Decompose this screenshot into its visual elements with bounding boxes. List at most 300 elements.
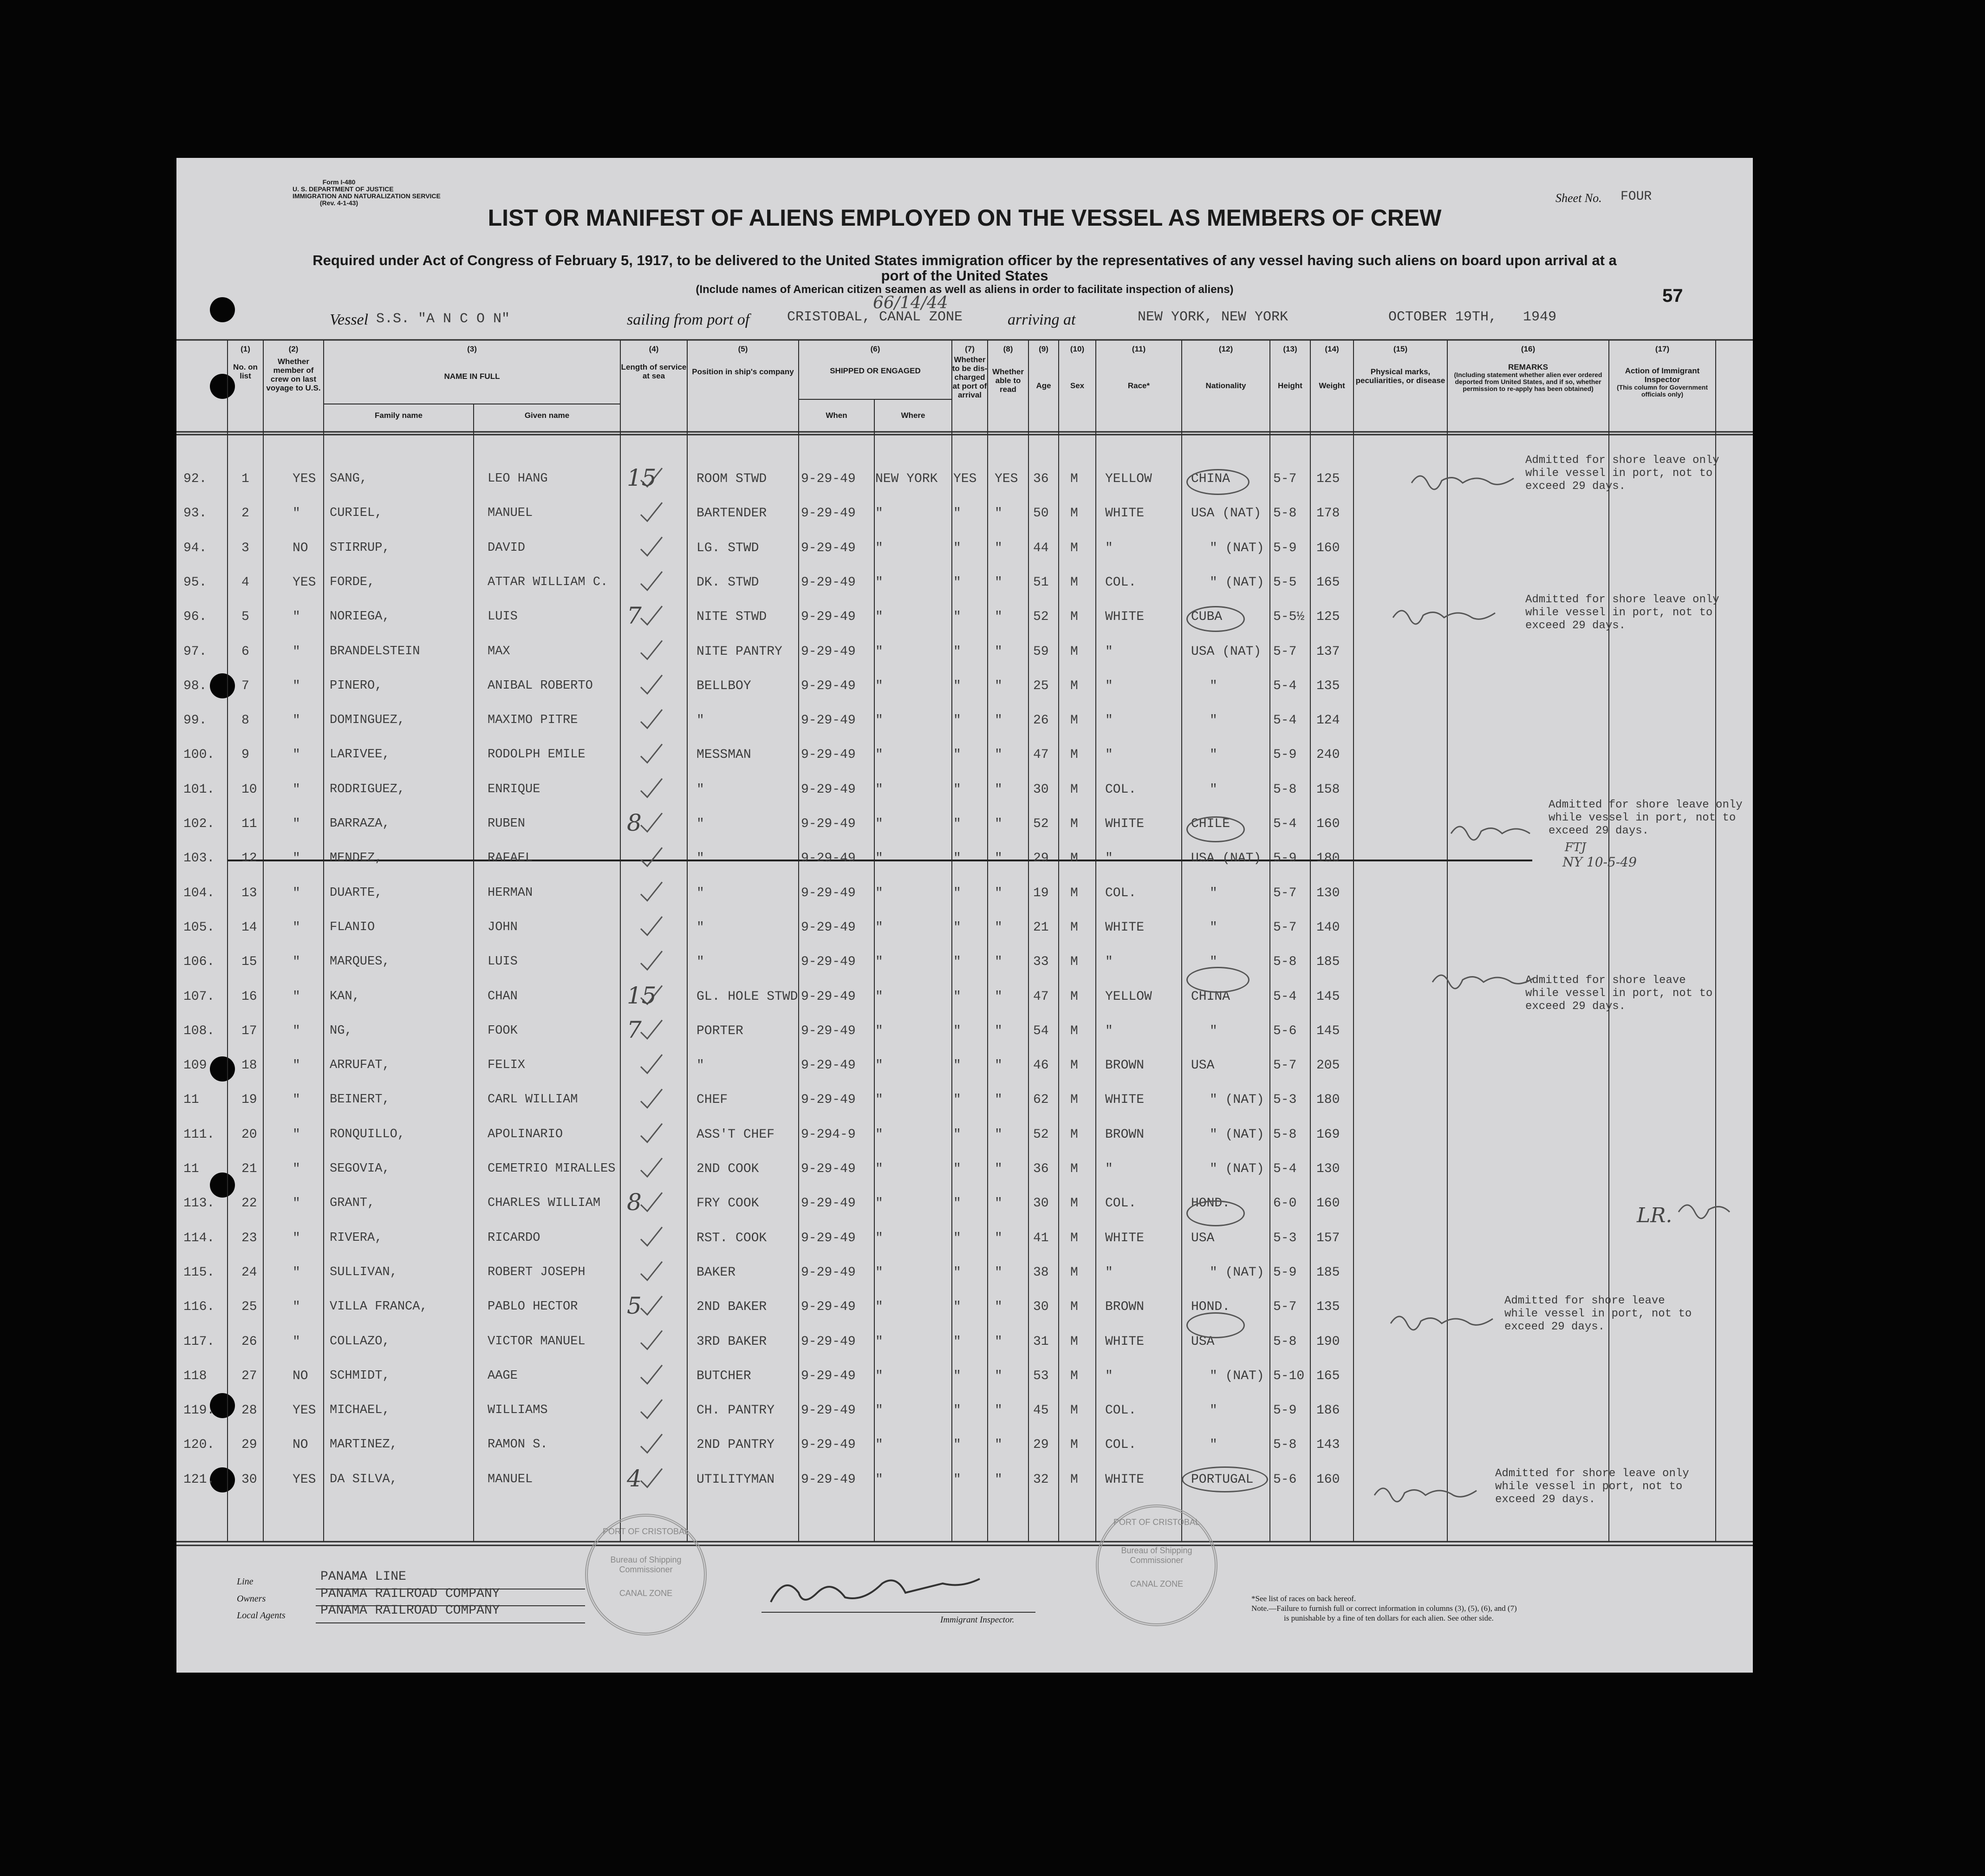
height: 5-5½ [1273, 610, 1305, 625]
shipped-where: NEW YORK [875, 472, 938, 486]
given-name: DAVID [488, 541, 526, 555]
family-name: BEINERT, [330, 1093, 390, 1107]
position: " [696, 886, 704, 900]
col-16-subtitle: (Including statement whether alien ever ordered deported from United States, and if so, whether permission to re-apply has been obtained) [1454, 371, 1602, 392]
row-number: 11 [241, 817, 257, 831]
able-to-read: " [995, 1403, 1002, 1418]
prev-voyage: NO [293, 1438, 308, 1453]
prev-voyage: YES [293, 1403, 316, 1418]
stamp-mid-text: Bureau of Shipping Commissioner [610, 1555, 682, 1574]
weight: 178 [1316, 506, 1340, 521]
sex: M [1070, 782, 1078, 797]
age: 41 [1033, 1231, 1049, 1245]
sailing-label: sailing from port of [627, 311, 750, 328]
sex: M [1070, 1368, 1078, 1383]
family-name: DA SILVA, [330, 1472, 397, 1486]
age: 59 [1033, 644, 1049, 659]
form-title: LIST OR MANIFEST OF ALIENS EMPLOYED ON THE VESSEL AS MEMBERS OF CREW [488, 205, 1442, 231]
discharged: " [953, 1231, 961, 1245]
shipped-when: 9-29-49 [801, 644, 856, 659]
shipped-when: 9-29-49 [801, 1334, 856, 1349]
agents-value: PANAMA RAILROAD COMPANY [320, 1603, 500, 1618]
able-to-read: " [995, 541, 1002, 555]
able-to-read: " [995, 1162, 1002, 1176]
service-length: 5 [627, 1292, 642, 1320]
department: U. S. DEPARTMENT OF JUSTICE [293, 185, 394, 193]
shipped-when: 9-29-49 [801, 506, 856, 521]
height: 5-8 [1273, 1438, 1297, 1453]
sex: M [1070, 851, 1078, 866]
height: 5-3 [1273, 1093, 1297, 1107]
col-11-title: Race* [1127, 381, 1150, 390]
height: 5-8 [1273, 955, 1297, 970]
shipped-where: " [875, 1127, 883, 1142]
given-name: VICTOR MANUEL [488, 1334, 586, 1348]
sex: M [1070, 1403, 1078, 1418]
prev-voyage: " [293, 1265, 300, 1280]
able-to-read: " [995, 886, 1002, 900]
family-name: NORIEGA, [330, 610, 390, 624]
race: WHITE [1105, 1093, 1145, 1107]
port-stamp-right [1096, 1505, 1217, 1626]
prev-voyage: YES [293, 472, 316, 486]
discharged: " [953, 955, 961, 970]
given-name: ATTAR WILLIAM C. [488, 575, 608, 589]
able-to-read: " [995, 678, 1002, 693]
sex: M [1070, 713, 1078, 728]
sex: M [1070, 955, 1078, 970]
footnote-races: *See list of races on back hereof. [1251, 1594, 1356, 1603]
list-margin-number: 97. [183, 644, 207, 659]
remark-line: Admitted for shore leave only [1525, 593, 1719, 606]
row-number: 8 [241, 713, 249, 728]
prev-voyage: " [293, 782, 300, 797]
family-name: SULLIVAN, [330, 1265, 397, 1279]
inspector-label: Immigrant Inspector. [940, 1615, 1015, 1625]
port-stamp-left [585, 1514, 707, 1635]
height: 5-10 [1273, 1368, 1305, 1383]
race: WHITE [1105, 1334, 1145, 1349]
given-name: LEO HANG [488, 472, 548, 486]
sheet-label: Sheet No. [1555, 191, 1602, 205]
given-name: CEMETRIO MIRALLES [488, 1162, 616, 1176]
list-margin-number: 119. [183, 1403, 215, 1418]
shipped-where: " [875, 748, 883, 762]
discharged: " [953, 1265, 961, 1280]
list-margin-number: 101. [183, 782, 215, 797]
weight: 186 [1316, 1403, 1340, 1418]
shipped-where: " [875, 1058, 883, 1073]
able-to-read: " [995, 1127, 1002, 1142]
position: BUTCHER [696, 1368, 751, 1383]
list-margin-number: 104. [183, 886, 215, 900]
list-margin-number: 95. [183, 575, 207, 590]
given-name: RUBEN [488, 817, 526, 831]
sex: M [1070, 1127, 1078, 1142]
service-length: 7 [627, 602, 642, 630]
weight: 130 [1316, 1162, 1340, 1176]
row-number: 12 [241, 851, 257, 866]
shipped-when: 9-29-49 [801, 610, 856, 625]
height: 5-5 [1273, 575, 1297, 590]
row-number: 28 [241, 1403, 257, 1418]
discharged: " [953, 851, 961, 866]
shipped-when: 9-29-49 [801, 1231, 856, 1245]
weight: 160 [1316, 1472, 1340, 1487]
col-3-number: (3) [467, 345, 477, 353]
shipped-when: 9-29-49 [801, 1196, 856, 1211]
height: 5-9 [1273, 1265, 1297, 1280]
nationality: HOND. [1191, 1196, 1230, 1211]
able-to-read: " [995, 1023, 1002, 1038]
remark-line: exceed 29 days. [1549, 825, 1649, 837]
shipped-where: " [875, 817, 883, 831]
row-number: 15 [241, 955, 257, 970]
weight: 165 [1316, 575, 1340, 590]
col-4-title: Length of service at sea [621, 363, 687, 380]
prev-voyage: " [293, 1162, 300, 1176]
shipped-when: 9-29-49 [801, 782, 856, 797]
row-number: 26 [241, 1334, 257, 1349]
remark-line: exceed 29 days. [1525, 619, 1626, 632]
row-number: 3 [241, 541, 249, 555]
col-1-number: (1) [241, 345, 250, 353]
row-number: 19 [241, 1093, 257, 1107]
able-to-read: " [995, 1093, 1002, 1107]
prev-voyage: " [293, 644, 300, 659]
able-to-read: " [995, 955, 1002, 970]
list-margin-number: 116. [183, 1300, 215, 1315]
family-name: ARRUFAT, [330, 1058, 390, 1073]
nationality: " (NAT) [1210, 1368, 1264, 1383]
given-name: ENRIQUE [488, 782, 540, 796]
remark-line: exceed 29 days. [1495, 1493, 1596, 1506]
prev-voyage: " [293, 1196, 300, 1211]
age: 25 [1033, 678, 1049, 693]
remark-line: while vessel in port, not to [1504, 1308, 1692, 1320]
prev-voyage: " [293, 1127, 300, 1142]
col-6-title: SHIPPED OR ENGAGED [830, 366, 921, 375]
row-number: 18 [241, 1058, 257, 1073]
row-number: 24 [241, 1265, 257, 1280]
service-length: 8 [627, 809, 642, 836]
list-margin-number: 106. [183, 955, 215, 970]
list-margin-number: 93. [183, 506, 207, 521]
given-name: AAGE [488, 1368, 518, 1383]
nationality: USA (NAT) [1191, 506, 1262, 521]
col-9-title: Age [1036, 381, 1051, 390]
prev-voyage: NO [293, 541, 308, 555]
row-number: 21 [241, 1162, 257, 1176]
given-name: PABLO HECTOR [488, 1300, 578, 1314]
family-name: CURIEL, [330, 506, 383, 521]
handwritten-initials [176, 158, 1753, 1673]
nationality: USA [1191, 1334, 1215, 1349]
race: " [1105, 748, 1113, 762]
weight: 145 [1316, 1023, 1340, 1038]
shipped-where: " [875, 1438, 883, 1453]
family-name: FORDE, [330, 575, 375, 589]
nationality: " [1210, 678, 1217, 693]
position: NITE PANTRY [696, 644, 782, 659]
col-8-title: Whether able to read [992, 367, 1024, 394]
nationality: " (NAT) [1210, 1265, 1264, 1280]
nationality: " (NAT) [1210, 575, 1264, 590]
col-7-number: (7) [965, 345, 975, 353]
family-name: DUARTE, [330, 886, 383, 900]
remark-row-22-lr: LR. [1637, 1204, 1673, 1227]
col-3-title: NAME IN FULL [444, 372, 500, 381]
shipped-when: 9-29-49 [801, 1368, 856, 1383]
family-name: MENDEZ, [330, 851, 383, 866]
sex: M [1070, 1196, 1078, 1211]
sex: M [1070, 575, 1078, 590]
family-name: COLLAZO, [330, 1334, 390, 1348]
col-5-number: (5) [738, 345, 748, 353]
stamp-bottom-text: CANAL ZONE [1130, 1579, 1184, 1589]
weight: 240 [1316, 748, 1340, 762]
weight: 145 [1316, 989, 1340, 1004]
nationality: " [1210, 713, 1217, 728]
height: 5-8 [1273, 782, 1297, 797]
shipped-when: 9-29-49 [801, 886, 856, 900]
shipped-where: " [875, 1265, 883, 1280]
vessel-name: S.S. "A N C O N" [376, 311, 510, 327]
family-name: BARRAZA, [330, 817, 390, 831]
revision: (Rev. 4-1-43) [319, 199, 358, 207]
nationality: " [1210, 782, 1217, 797]
race: " [1105, 1368, 1113, 1383]
given-name: RODOLPH EMILE [488, 748, 586, 762]
port-from: CRISTOBAL, CANAL ZONE [787, 309, 963, 325]
shipped-when: 9-29-49 [801, 1093, 856, 1107]
shipped-where: " [875, 955, 883, 970]
position: LG. STWD [696, 541, 759, 555]
col-13-number: (13) [1283, 345, 1297, 353]
col-12-number: (12) [1218, 345, 1233, 353]
col-4-number: (4) [649, 345, 659, 353]
row-number: 6 [241, 644, 249, 659]
row-number: 27 [241, 1368, 257, 1383]
shipped-when: 9-29-49 [801, 678, 856, 693]
inspector-signature [761, 1570, 1040, 1616]
able-to-read: " [995, 1265, 1002, 1280]
col-16-title: REMARKS [1508, 363, 1548, 371]
discharged: " [953, 1334, 961, 1349]
family-name: SANG, [330, 472, 368, 486]
shipped-when: 9-29-49 [801, 817, 856, 831]
subtitle-3: (Include names of American citizen seamen as well as aliens in order to facilitate inspection of aliens) [696, 283, 1234, 296]
family-name: STIRRUP, [330, 541, 390, 555]
age: 45 [1033, 1403, 1049, 1418]
age: 29 [1033, 851, 1049, 866]
list-margin-number: 102. [183, 817, 215, 831]
col-8-number: (8) [1003, 345, 1013, 353]
shipped-when: 9-29-49 [801, 541, 856, 555]
weight: 160 [1316, 817, 1340, 831]
position: 2ND BAKER [696, 1300, 767, 1315]
family-name: RIVERA, [330, 1231, 383, 1245]
age: 38 [1033, 1265, 1049, 1280]
discharged: " [953, 1300, 961, 1315]
stamp-top-text: PORT OF CRISTOBAL [602, 1527, 690, 1536]
footnote-block [1251, 1594, 1517, 1623]
remark-line: Admitted for shore leave only [1549, 799, 1743, 811]
service-length: 7 [627, 1016, 642, 1043]
family-name: RONQUILLO, [330, 1127, 405, 1141]
position: BARTENDER [696, 506, 767, 521]
discharged: " [953, 1368, 961, 1383]
position: " [696, 920, 704, 935]
given-name: MAX [488, 644, 510, 658]
position: DK. STWD [696, 575, 759, 590]
shipped-where: " [875, 851, 883, 866]
sex: M [1070, 1438, 1078, 1453]
remark-line: while vessel in port, not to [1495, 1480, 1683, 1493]
list-margin-number: 98. [183, 678, 207, 693]
given-name: LUIS [488, 610, 518, 624]
sex: M [1070, 1231, 1078, 1245]
race: YELLOW [1105, 472, 1152, 486]
arriving-label: arriving at [1008, 311, 1076, 328]
col-12-title: Nationality [1205, 381, 1246, 390]
weight: 180 [1316, 1093, 1340, 1107]
when-header: When [826, 411, 847, 420]
remark-line: exceed 29 days. [1525, 480, 1626, 493]
family-name: VILLA FRANCA, [330, 1300, 428, 1314]
discharged: " [953, 1127, 961, 1142]
position: " [696, 851, 704, 866]
row-number: 4 [241, 575, 249, 590]
weight: 135 [1316, 1300, 1340, 1315]
position: " [696, 713, 704, 728]
manifest-sheet [176, 158, 1753, 1673]
footnote-penalty-2: is punishable by a fine of ten dollars for each alien. See other side. [1284, 1614, 1494, 1622]
position: RST. COOK [696, 1231, 767, 1245]
position: BELLBOY [696, 678, 751, 693]
prev-voyage: YES [293, 1472, 316, 1487]
col-10-title: Sex [1070, 381, 1085, 390]
stamp-bottom-text: CANAL ZONE [619, 1589, 673, 1598]
col-14-title: Weight [1319, 381, 1345, 390]
nationality: " (NAT) [1210, 1162, 1264, 1176]
able-to-read: " [995, 782, 1002, 797]
nationality: USA [1191, 1231, 1215, 1245]
shipped-when: 9-29-49 [801, 1265, 856, 1280]
sex: M [1070, 610, 1078, 625]
height: 5-4 [1273, 678, 1297, 693]
given-name: CARL WILLIAM [488, 1093, 578, 1107]
stamp-mid-text: Bureau of Shipping Commissioner [1121, 1546, 1192, 1565]
remark-line: while vessel in port, not to [1525, 606, 1713, 619]
position: GL. HOLE STWD [696, 989, 798, 1004]
shipped-where: " [875, 1196, 883, 1211]
discharged: " [953, 1023, 961, 1038]
row-number: 17 [241, 1023, 257, 1038]
weight: 165 [1316, 1368, 1340, 1383]
weight: 180 [1316, 851, 1340, 866]
row-number: 30 [241, 1472, 257, 1487]
weight: 124 [1316, 713, 1340, 728]
position: 2ND PANTRY [696, 1438, 775, 1453]
arrival-year: 1949 [1523, 309, 1557, 325]
list-margin-number: 96. [183, 610, 207, 625]
row-number: 29 [241, 1438, 257, 1453]
remark-row-12-note: FTJ [1565, 840, 1586, 854]
row-number: 23 [241, 1231, 257, 1245]
prev-voyage: " [293, 713, 300, 728]
race: " [1105, 1023, 1113, 1038]
sex: M [1070, 1300, 1078, 1315]
row-number: 1 [241, 472, 249, 486]
position: CH. PANTRY [696, 1403, 775, 1418]
able-to-read: " [995, 989, 1002, 1004]
weight: 185 [1316, 1265, 1340, 1280]
position: BAKER [696, 1265, 736, 1280]
sheet-number: FOUR [1621, 189, 1652, 204]
remark-row-12-date: NY 10-5-49 [1562, 854, 1637, 870]
list-margin-number: 115. [183, 1265, 215, 1280]
agents-label: Local Agents [237, 1610, 286, 1621]
col-9-number: (9) [1039, 345, 1048, 353]
family-name: LARIVEE, [330, 748, 390, 762]
col-6-number: (6) [870, 345, 880, 353]
row-number: 22 [241, 1196, 257, 1211]
nationality: " [1210, 920, 1217, 935]
race: BROWN [1105, 1300, 1145, 1315]
sex: M [1070, 920, 1078, 935]
age: 29 [1033, 1438, 1049, 1453]
age: 19 [1033, 886, 1049, 900]
list-margin-number: 117. [183, 1334, 215, 1349]
service: IMMIGRATION AND NATURALIZATION SERVICE [293, 192, 441, 200]
age: 26 [1033, 713, 1049, 728]
height: 5-9 [1273, 748, 1297, 762]
page-number: 57 [1662, 286, 1683, 306]
age: 32 [1033, 1472, 1049, 1487]
list-margin-number: 100. [183, 748, 215, 762]
nationality: " [1210, 1403, 1217, 1418]
row-number: 25 [241, 1300, 257, 1315]
family-name: BRANDELSTEIN [330, 644, 420, 658]
race: WHITE [1105, 1472, 1145, 1487]
nationality: CHINA [1191, 989, 1230, 1004]
row-number: 2 [241, 506, 249, 521]
footnote-penalty-1: Note.—Failure to furnish full or correct information in columns (3), (5), (6), and (7) [1251, 1604, 1517, 1613]
remark-line: Admitted for shore leave only [1525, 454, 1719, 467]
prev-voyage: " [293, 1300, 300, 1315]
height: 5-6 [1273, 1023, 1297, 1038]
age: 51 [1033, 575, 1049, 590]
position: PORTER [696, 1023, 743, 1038]
given-name: RICARDO [488, 1231, 540, 1245]
col-17-subtitle: (This column for Government officials only) [1616, 384, 1708, 398]
shipped-when: 9-29-49 [801, 1058, 856, 1073]
race: BROWN [1105, 1127, 1145, 1142]
remark-line: Admitted for shore leave [1504, 1295, 1665, 1307]
height: 5-7 [1273, 1300, 1297, 1315]
col-11-number: (11) [1132, 345, 1146, 353]
family-name: MARQUES, [330, 955, 390, 969]
shipped-when: 9-29-49 [801, 748, 856, 762]
nationality: CHILE [1191, 817, 1230, 831]
shipped-when: 9-29-49 [801, 1023, 856, 1038]
shipped-when: 9-29-49 [801, 1162, 856, 1176]
weight: 125 [1316, 472, 1340, 486]
discharged: " [953, 1162, 961, 1176]
height: 5-9 [1273, 541, 1297, 555]
weight: 137 [1316, 644, 1340, 659]
